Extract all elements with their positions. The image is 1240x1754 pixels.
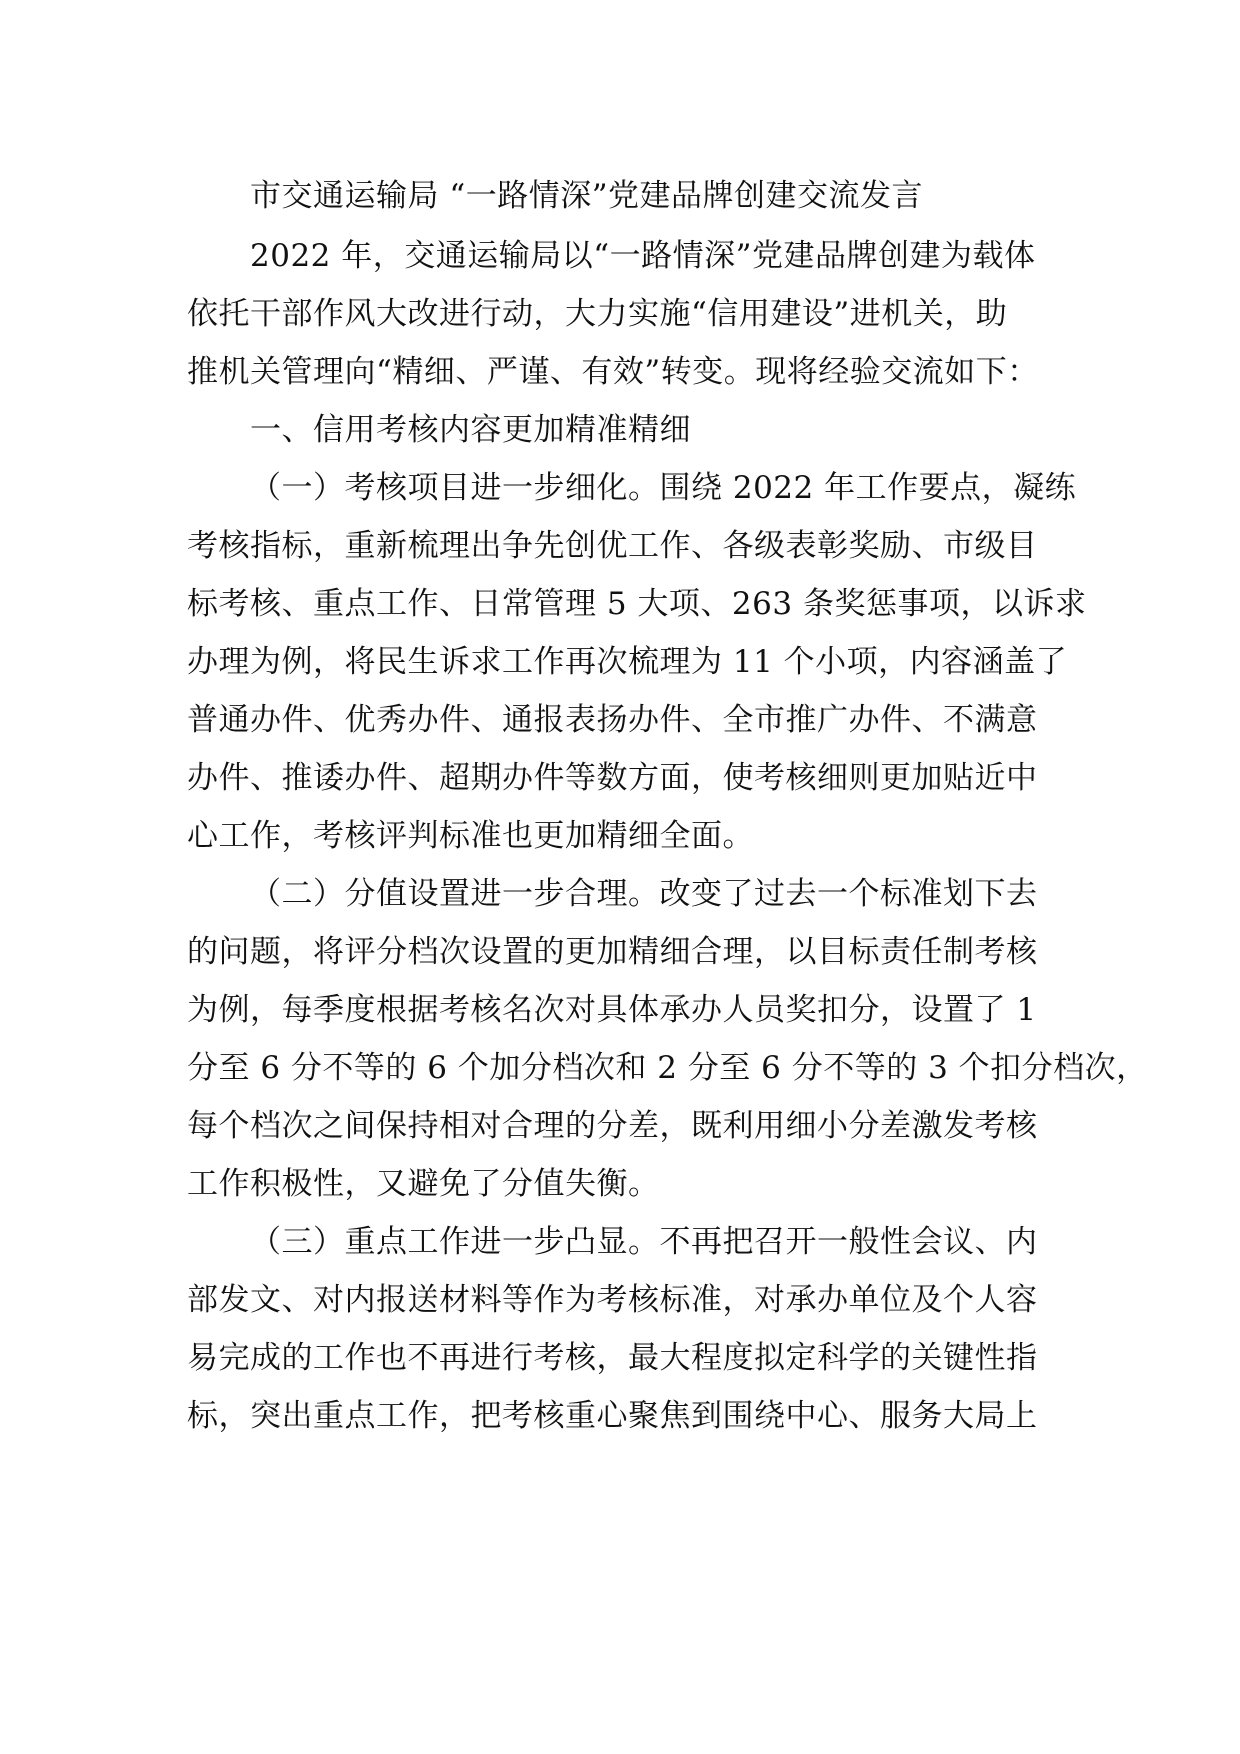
document-title: 市交通运输局 “一路情深”党建品牌创建交流发言 (250, 178, 924, 214)
paragraph-line: 标，突出重点工作，把考核重心聚焦到围绕中心、服务大局上 (187, 1398, 1038, 1434)
paragraph-line: 标考核、重点工作、日常管理 5 大项、263 条奖惩事项，以诉求 (187, 586, 1087, 622)
paragraph-line: 依托干部作风大改进行动，大力实施“信用建设”进机关，助 (187, 296, 1008, 332)
paragraph-line: 推机关管理向“精细、严谨、有效”转变。现将经验交流如下： (187, 354, 1039, 390)
paragraph-line: 2022 年，交通运输局以“一路情深”党建品牌创建为载体 (250, 238, 1036, 274)
paragraph-line: 为例，每季度根据考核名次对具体承办人员奖扣分，设置了 1 (187, 992, 1037, 1028)
paragraph-line: 的问题，将评分档次设置的更加精细合理，以目标责任制考核 (187, 934, 1038, 970)
paragraph-line: 每个档次之间保持相对合理的分差，既利用细小分差激发考核 (187, 1108, 1038, 1144)
paragraph-line: （一）考核项目进一步细化。围绕 2022 年工作要点，凝练 (250, 470, 1077, 506)
paragraph-line: 考核指标，重新梳理出争先创优工作、各级表彰奖励、市级目 (187, 528, 1038, 564)
section-heading: 一、信用考核内容更加精准精细 (250, 412, 691, 448)
paragraph-line: 工作积极性，又避免了分值失衡。 (187, 1166, 660, 1202)
paragraph-line: 易完成的工作也不再进行考核，最大程度拟定科学的关键性指 (187, 1340, 1038, 1376)
paragraph-line: 分至 6 分不等的 6 个加分档次和 2 分至 6 分不等的 3 个扣分档次， (187, 1050, 1148, 1086)
paragraph-line: 办理为例，将民生诉求工作再次梳理为 11 个小项，内容涵盖了 (187, 644, 1068, 680)
paragraph-line: （三）重点工作进一步凸显。不再把召开一般性会议、内 (250, 1224, 1038, 1260)
paragraph-line: 部发文、对内报送材料等作为考核标准，对承办单位及个人容 (187, 1282, 1038, 1318)
paragraph-line: 普通办件、优秀办件、通报表扬办件、全市推广办件、不满意 (187, 702, 1038, 738)
paragraph-line: 办件、推诿办件、超期办件等数方面，使考核细则更加贴近中 (187, 760, 1038, 796)
paragraph-line: （二）分值设置进一步合理。改变了过去一个标准划下去 (250, 876, 1038, 912)
paragraph-line: 心工作，考核评判标准也更加精细全面。 (187, 818, 754, 854)
